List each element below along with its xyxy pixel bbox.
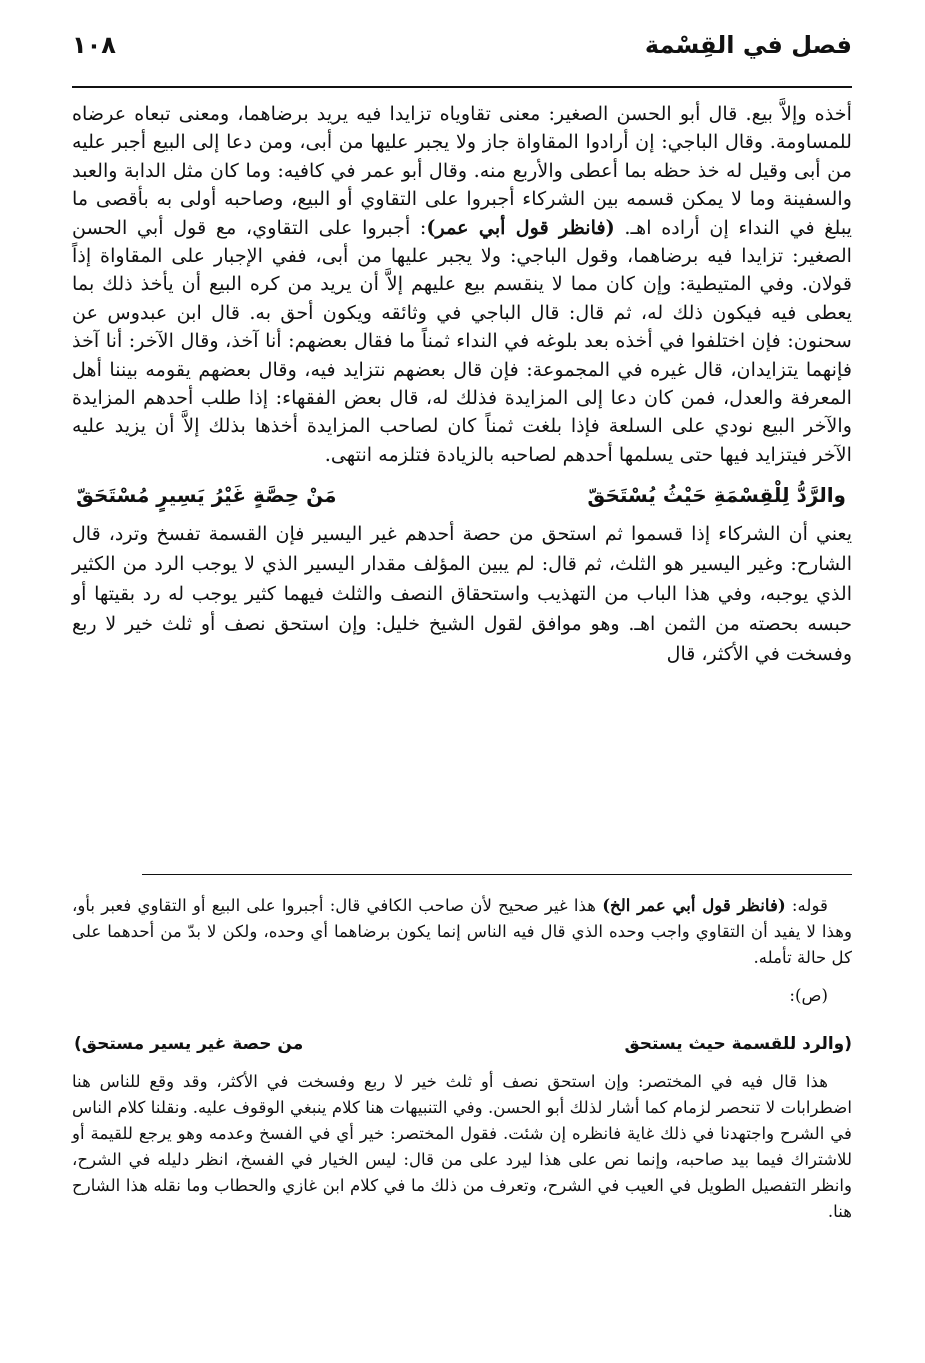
footnote-rule bbox=[142, 874, 852, 875]
main-text bbox=[72, 100, 852, 669]
footnote-verse-right: (والرد للقسمة حيث يستحق bbox=[624, 1034, 852, 1054]
sad-label: (ص): bbox=[789, 986, 828, 1005]
verse-line bbox=[72, 478, 852, 512]
footnote-text: هذا غير صحيح لأن صاحب الكافي قال: أجبروا على البيع أو التقاوي فعبر بأو، وهذا لا يفيد أن التقاوي واجب وحده الذي قال فيه الناس إنما يكون برضاهما أي وحده، ولكن لا بدّ من أحدهما على كل حالة تأمله. bbox=[72, 896, 852, 967]
footnote-citation: (فانظر قول أبي عمر الخ) bbox=[602, 895, 786, 915]
footnote-verse-line bbox=[72, 1029, 852, 1059]
paragraph-text: : أجبروا على التقاوي، مع قول أبي الحسن الصغير: تزايدا فيه برضاهما، وقول الباجي: ولا يجبر عليها من أبى، ففي الإجبار على المقاواة إذاً قولان. وفي المتيطية: وإن كان مما لا ينقسم بيع عليهم إلاَّ أن يريد من كره البيع أن يأخذ ذلك بما يعطى فيه فيكون ذلك له، ثم قال: قال الباجي في وثائقه ويكون أحق به. قال ابن عبدوس عن سحنون: فإن اختلفوا في أخذه بعد بلوغه في النداء ثمناً ما فقال بعضهم: أنا آخذ، وقال الآخر: أنا آخذ فإنهما يتزايدان، قال غيره في المجموعة: فإن قال بعضهم نتزايد فيه، وقال بعضهم يقومه بيننا أهل المعرفة والعدل، فمن كان دعا إلى المزايدة فذلك له، قال بعض الفقهاء: إذا طلب أحدهم المزايدة والآخر البيع نودي على السلعة فإذا بلغت ثمناً كان لصاحب المزايدة أخذها بذلك إلاَّ أن يزيد عليه الآخر فيتزايد فيها حتى يسلمها أحدهم لصاحبه بالزيادة فتلزمه انتهى. bbox=[72, 215, 852, 466]
running-header bbox=[72, 22, 852, 60]
verse-hemistich-left: مَنْ حِصَّةٍ غَيْرُ يَسِيرٍ مُسْتَحَقّ bbox=[76, 483, 337, 508]
footnote-1 bbox=[72, 892, 852, 971]
footnote-2: هذا قال فيه في المختصر: وإن استحق نصف أو ثلث خير لا ربع وفسخت في الأكثر، وقد وقع للناس هنا اضطرابات لا تنحصر لزمام كما أشار لذلك أبو الحسن. وفي التنبيهات هنا كلام ينبغي الوقوف عليه. ونقلنا كلام الناس في الشرح واجتهدنا في ذلك غاية فانظره إن شئت. فقول المختصر: خير أي في الفسخ وعدمه وهو يرجع للقيمة أو للاشتراك فيما بيد صاحبه، وإنما نص على هذا ليرد على من قال: ليس الخيار في الفسخ، انظر دليله في الشرح، وانظر التفصيل الطويل في العيب في الشرح، وتعرف من ذلك ما في كلام ابن غازي والحطاب وما نقله هذا الشارح هنا. bbox=[72, 1072, 852, 1221]
book-page bbox=[72, 22, 852, 1322]
paragraph-text: أخذه وإلاَّ بيع. قال أبو الحسن الصغير: معنى تقاوياه تزايدا فيه يريد برضاهما، ومعنى تبعاه عرضاه للمساومة. وقال الباجي: إن أرادوا المقاواة جاز ولا يجبر عليها من أبى، ومن دعا إلى البيع أجبر عليه من أبى وقيل له خذ حظه بما أعطى والأربع منه. وقال أبو عمر في كافيه: وما كان مثل الدابة والعبد والسفينة وما لا يمكن قسمه بين الشركاء أجبروا على التقاوي أو البيع، وصاحبه أولى به بأقصى ما يبلغ في النداء إن أراده اهـ. bbox=[72, 102, 852, 239]
paragraph-commentary-1 bbox=[72, 100, 852, 469]
chapter-title: فصل في القِسْمة bbox=[644, 31, 852, 59]
paragraph-commentary-2: يعني أن الشركاء إذا قسموا ثم استحق من حصة أحدهم غير اليسير فإن القسمة تفسخ وترد، قال الشارح: وغير اليسير هو الثلث، ثم قال: لم يبين المؤلف مقدار اليسير الذي لا يوجب الرد من الكثير الذي يوجبه، وفي هذا الباب من التهذيب واستحقاق النصف والثلث فيهما كثير يوجب له رد بقيتها أو حبسه بحصته من الثمن اهـ. وهو موافق لقول الشيخ خليل: وإن استحق نصف أو ثلث خير لا ربع وفسخت في الأكثر، قال bbox=[72, 523, 852, 666]
page-number: ١٠٨ bbox=[72, 31, 116, 59]
bold-citation: (فانظر قول أبي عمر) bbox=[426, 215, 615, 239]
footnote-verse-left: من حصة غير يسير مستحق) bbox=[74, 1034, 304, 1054]
verse-hemistich-right: والرَّدُّ لِلْقِسْمَةِ حَيْثُ يُسْتَحَقّ bbox=[587, 483, 846, 508]
header-rule bbox=[72, 86, 852, 88]
footnotes-section bbox=[72, 892, 852, 1225]
footnote-prefix: قوله: bbox=[785, 896, 828, 915]
